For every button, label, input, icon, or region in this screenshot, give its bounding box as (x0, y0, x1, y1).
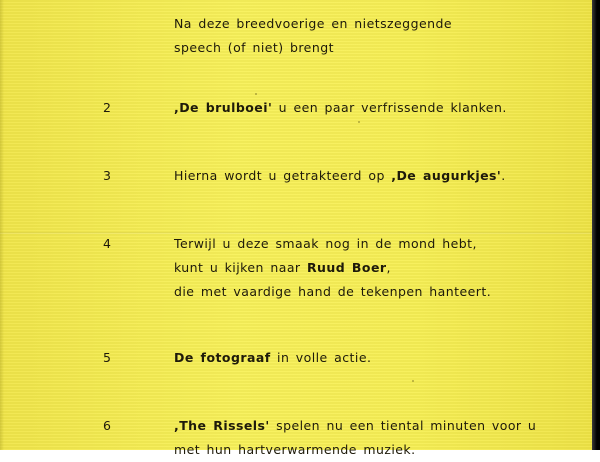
item-text (174, 96, 574, 120)
line-text: die met vaardige hand de tekenpen hanteert. (174, 284, 492, 299)
scan-border (592, 0, 600, 450)
paper-speck (255, 93, 257, 95)
line-text: in volle actie. (270, 350, 372, 365)
intro-line: speech (of niet) brengt (174, 40, 334, 55)
line-text: Terwijl u deze smaak nog in de mond hebt, (174, 236, 477, 251)
item-line (174, 164, 574, 188)
item-line (174, 96, 574, 120)
act-name: De fotograaf (174, 350, 271, 365)
line-text-after: , (386, 260, 391, 275)
act-name: Ruud Boer (306, 260, 387, 275)
paper-speck (358, 121, 360, 123)
line-text: spelen nu een tiental minuten voor u (269, 418, 537, 433)
line-text: met hun hartverwarmende muziek. (174, 442, 416, 457)
item-text (174, 164, 574, 188)
sheet-left-shadow (0, 0, 4, 450)
intro-line: Na deze breedvoerige en nietszeggende (174, 16, 452, 31)
act-name: ,De brulboei' (174, 100, 273, 115)
item-number: 3 (103, 168, 112, 183)
item-text (174, 414, 574, 462)
line-text: u een paar verfrissende klanken. (272, 100, 507, 115)
item-text (174, 346, 574, 370)
item-line (174, 232, 574, 256)
paper-speck (412, 380, 414, 382)
item-line (174, 346, 574, 370)
line-text: Hierna wordt u getrakteerd op (174, 168, 392, 183)
act-name: ,The Rissels' (174, 418, 270, 433)
item-line (174, 438, 574, 462)
item-number: 2 (103, 100, 112, 115)
item-number: 5 (103, 350, 112, 365)
item-text (174, 232, 574, 304)
intro-text (174, 12, 574, 60)
item-number: 6 (103, 418, 112, 433)
line-text-after: . (501, 168, 506, 183)
act-name: ,De augurkjes' (391, 168, 502, 183)
item-line (174, 256, 574, 280)
line-text: kunt u kijken naar (174, 260, 307, 275)
item-number: 4 (103, 236, 112, 251)
item-line (174, 280, 574, 304)
item-line (174, 414, 574, 438)
